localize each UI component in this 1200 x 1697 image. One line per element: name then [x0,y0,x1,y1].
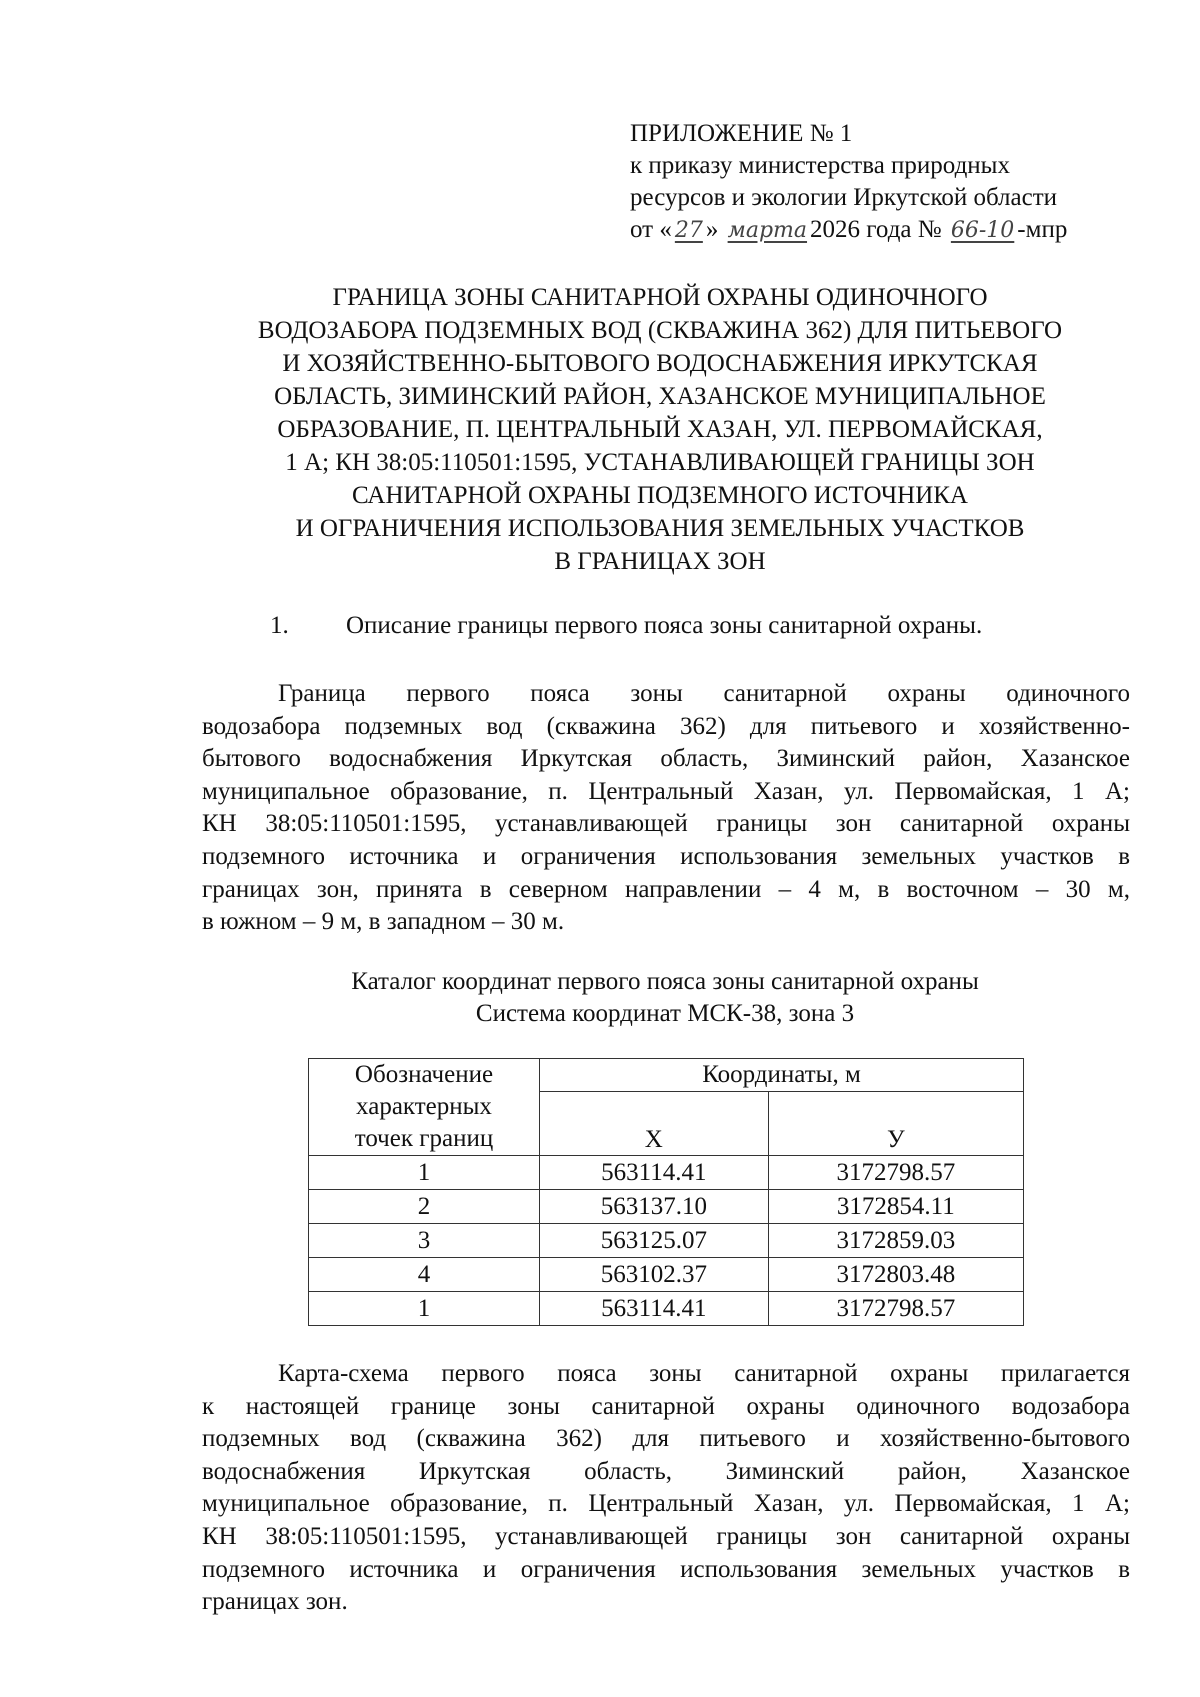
paragraph-line: подземного источника и ограничения использования земельных участков в [202,842,1130,870]
title-line: ОБЛАСТЬ, ЗИМИНСКИЙ РАЙОН, ХАЗАНСКОЕ МУНИЦИПАЛЬНОЕ [274,383,1046,410]
header-x: Х [540,1092,769,1156]
title-line: САНИТАРНОЙ ОХРАНЫ ПОДЗЕМНОГО ИСТОЧНИКА [351,482,968,509]
y-cell: 3172798.57 [768,1292,1023,1326]
title-line: ГРАНИЦА ЗОНЫ САНИТАРНОЙ ОХРАНЫ ОДИНОЧНОГО [332,284,988,311]
x-cell: 563102.37 [540,1258,769,1292]
paragraph-boundary-description [202,678,1130,939]
appendix-header [630,118,1150,247]
table-row [309,1224,1024,1258]
point-cell: 1 [309,1292,540,1326]
y-cell: 3172803.48 [768,1258,1023,1292]
paragraph-line: границах зон. [202,1588,348,1616]
paragraph-line: Карта-схема первого пояса зоны санитарной охраны прилагается [278,1360,1130,1387]
handwritten-number: 66-10 [950,218,1015,243]
paragraph-line: к настоящей границе зоны санитарной охраны одиночного водозабора [202,1392,1130,1420]
paragraph-line: муниципальное образование, п. Центральный Хазан, ул. Первомайская, 1 А; [202,1490,1130,1518]
header-coordinates: Координаты, м [540,1059,1024,1092]
table-row [309,1292,1024,1326]
appendix-line-2: ресурсов и экологии Иркутской области [630,184,1058,211]
appendix-title: ПРИЛОЖЕНИЕ № 1 [630,120,853,147]
title-line: И ХОЗЯЙСТВЕННО-БЫТОВОГО ВОДОСНАБЖЕНИЯ ИРКУТСКАЯ [282,350,1038,377]
header-designation: Обозначение характерных точек границ [309,1059,540,1156]
point-cell: 4 [309,1258,540,1292]
x-cell: 563125.07 [540,1224,769,1258]
y-cell: 3172859.03 [768,1224,1023,1258]
title-line: В ГРАНИЦАХ ЗОН [554,548,766,575]
x-cell: 563137.10 [540,1190,769,1224]
point-cell: 2 [309,1190,540,1224]
y-cell: 3172854.11 [768,1190,1023,1224]
handwritten-day: 27 [674,218,703,243]
year-text: 2026 года № [810,216,948,243]
catalog-caption [200,966,1130,1030]
handwritten-month: марта [727,218,808,243]
title-line: И ОГРАНИЧЕНИЯ ИСПОЛЬЗОВАНИЯ ЗЕМЕЛЬНЫХ УЧАСТКОВ [295,515,1025,542]
paragraph-line: КН 38:05:110501:1595, устанавливающей границы зон санитарной охраны [202,810,1130,838]
paragraph-line: водозабора подземных вод (скважина 362) для питьевого и хозяйственно- [202,712,1130,740]
paragraph-line: муниципальное образование, п. Центральный Хазан, ул. Первомайская, 1 А; [202,777,1130,805]
appendix-line-1: к приказу министерства природных [630,152,1010,179]
date-prefix: от « [630,216,672,243]
section-heading [270,610,982,642]
coordinates-table [308,1058,1024,1326]
document-title [190,281,1130,578]
title-line: ВОДОЗАБОРА ПОДЗЕМНЫХ ВОД (СКВАЖИНА 362) ДЛЯ ПИТЬЕВОГО [257,317,1063,344]
point-cell: 1 [309,1156,540,1190]
title-line: 1 А; КН 38:05:110501:1595, УСТАНАВЛИВАЮЩЕЙ ГРАНИЦЫ ЗОН [285,449,1035,476]
appendix-date-line [630,214,1150,247]
catalog-caption-line-2: Система координат МСК-38, зона 3 [475,1000,855,1027]
y-cell: 3172798.57 [768,1156,1023,1190]
point-cell: 3 [309,1224,540,1258]
order-suffix: -мпр [1017,216,1068,243]
paragraph-line: подземного источника и ограничения использования земельных участков в [202,1555,1130,1583]
title-line: ОБРАЗОВАНИЕ, П. ЦЕНТРАЛЬНЫЙ ХАЗАН, УЛ. ПЕРВОМАЙСКАЯ, [277,416,1043,443]
paragraph-line: водоснабжения Иркутская область, Зиминский район, Хазанское [202,1457,1130,1485]
x-cell: 563114.41 [540,1292,769,1326]
paragraph-line: бытового водоснабжения Иркутская область, Зиминский район, Хазанское [202,745,1130,773]
paragraph-line: КН 38:05:110501:1595, устанавливающей границы зон санитарной охраны [202,1522,1130,1550]
paragraph-line: подземных вод (скважина 362) для питьевого и хозяйственно-бытового [202,1425,1130,1453]
header-y: У [768,1092,1023,1156]
section-title: Описание границы первого пояса зоны санитарной охраны. [346,612,983,639]
paragraph-map-scheme [202,1358,1130,1619]
table-row [309,1156,1024,1190]
paragraph-line: границах зон, принята в северном направлении – 4 м, в восточном – 30 м, [202,875,1130,903]
catalog-caption-line-1: Каталог координат первого пояса зоны санитарной охраны [351,968,979,995]
x-cell: 563114.41 [540,1156,769,1190]
paragraph-line: в южном – 9 м, в западном – 30 м. [202,908,565,936]
date-mid: » [705,216,725,243]
table-row [309,1258,1024,1292]
table-row [309,1190,1024,1224]
paragraph-line: Граница первого пояса зоны санитарной охраны одиночного [278,680,1130,707]
section-number: 1. [270,612,289,639]
